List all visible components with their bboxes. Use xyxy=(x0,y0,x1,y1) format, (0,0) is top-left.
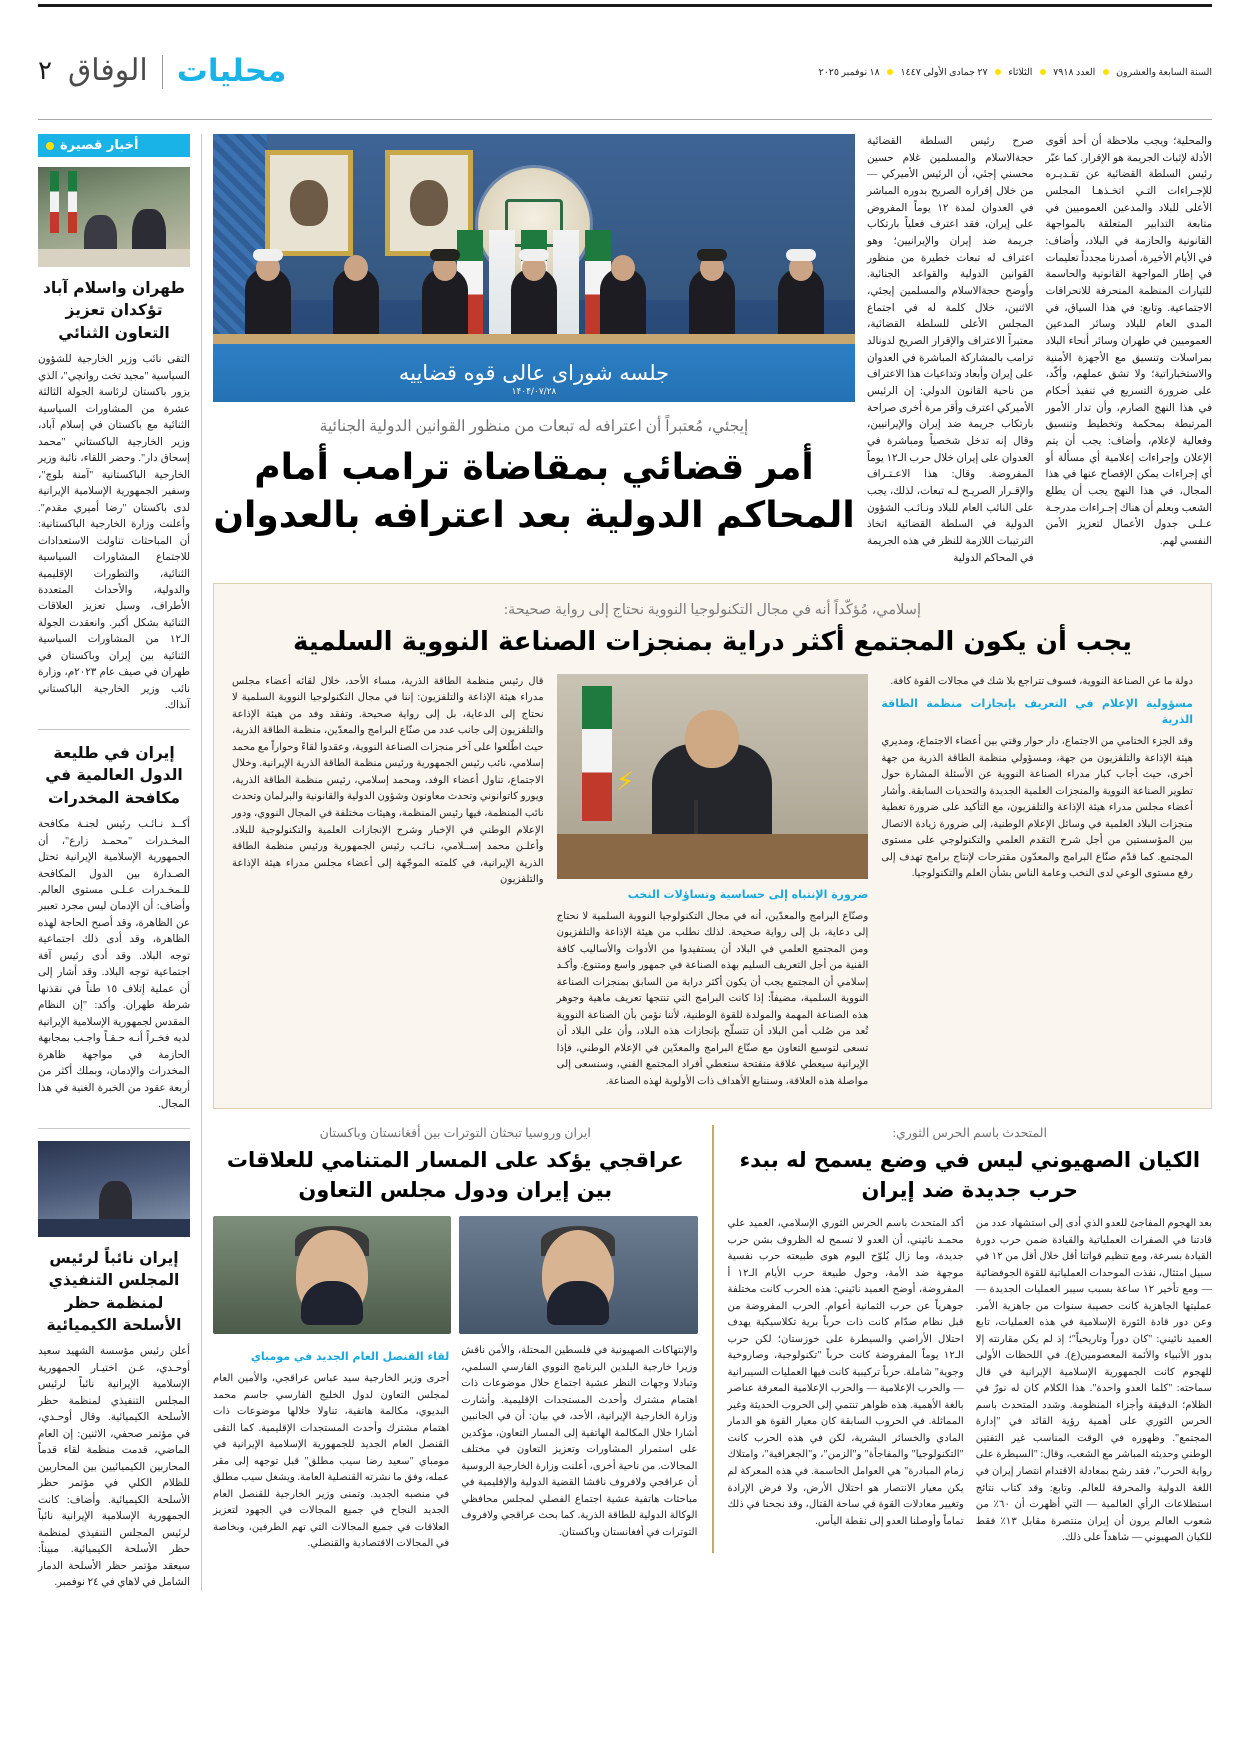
briefs-banner[interactable] xyxy=(38,134,190,157)
gcc-official-portrait xyxy=(459,1216,697,1334)
masthead-bottom-rule xyxy=(38,119,1212,120)
meeting-photo-tehran-islamabad xyxy=(38,167,190,267)
bullet-dot-icon xyxy=(995,69,1001,75)
nuclear-col1-text: دولة ما عن الصناعة النووية، فسوف تتراجع بلا شك في مجالات القوة كافة. xyxy=(890,675,1193,687)
bottom-left-article xyxy=(728,1125,1213,1552)
masthead xyxy=(38,7,1212,89)
seated-officials xyxy=(213,254,855,346)
sidebar-item-2[interactable] xyxy=(38,742,190,1114)
bottom-left-body xyxy=(728,1216,1213,1546)
nuclear-column-1 xyxy=(881,674,1193,1091)
bottom-column-divider xyxy=(712,1125,714,1552)
article-column: أكد المتحدث باسم الحرس الثوري الإسلامي، العميد علي محمـد نائيني، أن العدو لا تسمح له الظروف بشن حرب جديدة، وما زال يُلوّح اليوم هوى طبيعته حرب نفسية موجهة ضد الأمة، وحول طبيعة حرب الأيام الـ١٢ أ المفروضة، أوضح العميد نائيني: هذه الحرب كانت مختلفة جوهرياً عن حرب الثمانية أعوام. الحرب المفروضة من قبل نظام صدّام كانت ذات حرباً برية تكلاسيكية يهدف احتلال الأراضي والسيطرة على خوزستان؛ لكن حرب الـ١٢ يوماً المفروضة كانت حرباً "تكنولوجية، وصاروخية وجوية" شاملة. حرباً تركيبية كانت فيها العمليات السيبرانية — والحرب الإعلامية — والحرب الإعلامية المعرفة عناصر بالغة الأهمية. هذه ظواهر تنتمي إلى الحروب الحديثة وغير المماثلة. في الحروب السابقة كان معيار القوة هو الدمار المادي والخسائر البشرية، لكن في هذه الحرب كانت "التكنولوجيا" والمفاجأة" و"الزمن"، و"الجغرافية"، وامتلاك زمام المبادرة" هي العوامل الحاسمة. في هذه المعركة لم يكن معيار الانتصار هو احتلال الأرض، ولا فرض الإرادة وتغيير معادلات القوة في ساحة القتال، وقد نجحنا في ذلك تماماً وأوصلنا العدو إلى نقطة اليأس. xyxy=(727,1218,964,1527)
sidebar-divider xyxy=(201,134,202,1591)
top-feature-headline: أمر قضائي بمقاضاة ترامب أمام المحاكم الدولية بعد اعترافه بالعدوان xyxy=(213,446,855,536)
sidebar-item-body: أكــد نـائـب رئيس لجنـة مكافحة المخـدرات "محمـد زارع"، أن الجمهورية الإسلامية الإيرانية تحتل الصـدارة بين الدول المكافحة للـمخـدرات عـلـى مستوى العالم. وأضاف: أن الإدمان ليس مجرد تعبير عن الظاهرة، وقد أصبح الحاجة لهذه الظاهرة، وقد أدى ذلك اجتماعية توجه البلاد. وقد أدى رئيس آفة اجتماعية توجه البلاد. وقد أشار إلى أن عملية إتلاف ١٥ طناً في نقذنها شرطة طهران. وأكد: "إن النظام المقدس لجمهورية الإسلامية الإيرانية لديه فخـراً أنـه حـقـاً واجـب بمجابهة الحازمة في مواجهة ظاهرة المخدرات والإدمان، وبملك أكثر من أربعة عقود من الخبرة الغنية في هذا المجال. xyxy=(38,819,190,1111)
article-column xyxy=(213,1343,449,1553)
briefs-banner-label: أخبار قصيرة xyxy=(60,138,139,153)
bottom-right-subhead: لقاء القنصل العام الجديد في مومباي xyxy=(250,1350,450,1364)
sidebar-item-headline: إيران نائباً لرئيس المجلس التنفيذي لمنظمة حظر الأسلحة الكيميائية xyxy=(46,1248,182,1334)
masthead-identity xyxy=(38,52,287,89)
bottom-left-kicker: المتحدث باسم الحرس الثوري: xyxy=(892,1126,1047,1141)
photo-caption-persian: جلسه شورای عالی قوه قضاییه xyxy=(398,361,670,385)
bottom-left-headline: الكيان الصهيوني ليس في وضع يسمح له ببدء حرب جديدة ضد إيران xyxy=(739,1148,1201,1202)
sidebar-item-headline: إيران في طليعة الدول العالمية في مكافحة المخدرات xyxy=(45,743,183,807)
nuclear-headline: يجب أن يكون المجتمع أكثر دراية بمنجزات الصناعة النووية السلمية xyxy=(293,626,1132,657)
podium-photo-chemical-weapons xyxy=(38,1141,190,1237)
bullet-dot-icon xyxy=(1103,69,1109,75)
issue-year: السنة السابعة والعشرون xyxy=(1116,67,1212,78)
sidebar-rule xyxy=(38,729,190,730)
microphone-icon xyxy=(694,800,698,838)
bullet-dot-icon xyxy=(887,69,893,75)
nuclear-col1-text-2: وقد الجزء الختامي من الاجتماع، دار حوار وقتي بين أعضاء الاجتماع، ومديري هيئة الإذاعة والتلفزيون من جهة، ومسؤولي منظمة الطاقة الذرية من جهة أخرى، حيث أجاب كبار مدراء الصناعة النووية عن الأسئلة المشارة حول تطوير الصناعة النووية والمنجزات العلمية الجديدة والتحديات السابقة. وأشار أعضاء مجلس مدراء هيئة الإذاعة والتلفزيون، مع التأكيد على ضرورة تغطية منجزات البلاد العلمية في وسائل الإعلام الوطنية، إلى ضرورة زيادة الاتصال بين المؤسستين من أجل شرح التقدم العلمي والتكنولوجي على مستوى المجتمع. كما قدّم صنّاع البرامج والمعدّون مقترحات لإنتاج برامج تهدف إلى رفع مستوى الوعي لدى النخب وعامة الناس بشأن العلم والتكنولوجيا. xyxy=(881,736,1193,880)
top-feature-kicker: إيجئي، مُعتبراً أن اعترافه له تبعات من منظور القوانين الدولية الجنائية xyxy=(319,418,749,435)
bottom-right-headline: عراقجي يؤكد على المسار المتنامي للعلاقات بين إيران ودول مجلس التعاون xyxy=(226,1148,684,1202)
section-title: محليات xyxy=(176,52,287,89)
article-column: والمحلية؛ ويجب ملاحظة أن أحد أقوى الأدلة لإثبات الجريمة هو الإقرار. كما عبّر رئيس السلطة القضائية عن تقـديـره للإجـراءات التـي اتخـذهـا المجلس الأعلى للبلاد والمدعين العموميين في متابعة التدابير المتعلقة بالمواجهة القانونية والحازمة في البلاد، وأضاف: في الأيام الأخيرة، أصدرنا مجدداً تعليمات في إطار المواجهة القانونية والحاسمة للتيارات المنظمة المنحرفة للانحرافات الاجتماعية. وتابع: في هذا السياق، في المدى العام للبلاد وسائر المدعين العموميين في طهران وسائر أنحاء البلاد بمراسلات وتنسيق مع الأجهزة الأمنية والاستخباراتية؛ ولا تشق عملهم، وأكّد، على ضرورة التسريع في تنفيذ أحكام في هذا النهج الصارم، وأن تدار الأمور المرتبطة بمحكمة وتخطيط وتنسيق وفعالية لإعلام، وأضاف: يجب أن يتم الإعلان وإجراءات إعلامية أي مسألة أو أي إجراءات يمكن الإفصاح عنها في هذا المجال، في هذا النهج يجب أن يطلع الشعب وبعلم أن هناك إجـراءات مدرجـة عـلـى جدول الأعمال لتعزيز الأمن النفسي لهم. xyxy=(1045,136,1212,548)
nuclear-column-2 xyxy=(557,674,869,1091)
nuclear-organization-chief-photo xyxy=(557,674,869,879)
article-column: بعد الهجوم المفاجئ للعدو الذي أدى إلى استشهاد عدد من قادتنا في الصفرات العملياتية والقيادة ضمن حرب دورة القيادة بسرعة، ومع تنظيم قواتنا أقل خلال أقل من ١٢ في سبيل امتثال، نفذت الموحدات العملياتية للقوة الجوفضائية — ومع تأخير ١٢ ساعة بسبب سيبر العمليات الجديدة — عمليتها الجاهزية كانت حصيبة سنوات من جاهزية الأمر. وعن دور قادة الثورة الإسلامية في هذه العمليات، تابع العميد نائيني: "كان دوراً وتاريخياً"؛ إذ لم يكن مقارنته إلا بدور الأنبياء والأئمة المعصومين(ع). في اللحظات الأولى للهجوم كانت الجمهورية الإسلامية الإيرانية في قال سماحته: "كلما العدو واحدة". هذا الكلام كان له نورٌ في الظلام؛ الدقيقة وأجزاء المنظومة. وشدد المتحدث باسم الحرس الثوري على أهمية رؤية القائد في "إدارة المجتمع". وظهوره في الوقت المناسب غير التفتين الوطني وحديثه المباشر مع الشعب، وقال: "السيطرة على رواية الحرب"، فقد رشح بمعادلة الاقتدام انتصار إيران في اللغة الدولية والمحرفة للعالم. وتابع: وقد كتاب نتائج استطلاعات الرأي العالمية — التي أظهرت أن ٦٠٪ من شعوب العالم يرون أن إيران منتصرة مقابل ١٣٪ فقط للكيان الصهيوني — شاهداً على ذلك. xyxy=(975,1218,1212,1544)
sidebar-rule xyxy=(38,1128,190,1129)
nuclear-kicker: إسلامي، مُؤكّداً أنه في مجال التكنولوجيا النووية نحتاج إلى رواية صحيحة: xyxy=(504,602,921,619)
nuclear-columns xyxy=(232,674,1193,1091)
nuclear-feature-box xyxy=(213,583,1212,1109)
paper-title: الوفاق xyxy=(67,53,148,87)
nuclear-subhead-2: ضرورة الإنتباه إلى حساسية وتساؤلات النخب xyxy=(627,887,869,901)
issue-gregorian-date: ١٨ نوفمبر ٢٠٢٥ xyxy=(818,67,880,78)
photo-caption-banner xyxy=(213,344,855,402)
nuclear-col3-text: قال رئيس منظمة الطاقة الذرية، مساء الأحد، خلال لقائه أعضاء مجلس مدراء هيئة الإذاعة والتلفزيون: إننا في مجال التكنولوجيا النووية السلمية لا نحتاج إلى الدعاية، بل إلى رواية صحيحة. وتفقد وفد من هيئة الإذاعة والتلفزيون إلى جانب عدد من صنّاع البرامج والمعدّين، منظمة الطاقة الذرية، حيث اطّلعوا على آخر منجزات الصناعة النووية، وعقدوا لقاءً وحواراً مع محمد إسلامي، نائب رئيس الجمهورية ورئيس منظمة الطاقة الذرية الإيرانية. وخلال الاجتماع، تناول أعضاء الوفد، ومحمد إسلامي، رئيس منظمة الطاقة الذرية، ويورو كاتوانوني وتحدث معاونون وشؤون الدولية والقانونية والبرلمان وتحدث نائب المنظمة، فيها رئيس المنظمة، وهيئات مختلفة في المجال النووي، ودور الإعلام الوطني في الإخبار وشرح الإنجازات العلمية والتكنولوجية للبلاد. وأعلـن محمد إســلامي، نـائـب رئيس الجمهورية ورئيس منظمة الطاقة الذرية الإيرانية، في كلمته الموجّهة إلى أعضاء مجلس مدراء هيئة الإذاعة والتلفزيون xyxy=(231,675,544,886)
nuclear-subhead-1: مسؤولية الإعلام في التعريف بإنجازات منظمة الطاقة الذرية xyxy=(881,697,1193,727)
sidebar-item-headline: طهران واسلام آباد تؤكدان تعزيز التعاون الثنائي xyxy=(42,279,186,342)
top-feature-text-columns xyxy=(867,134,1212,567)
issue-number: العدد ٧٩١٨ xyxy=(1053,67,1096,78)
article-column: صرح رئيس السلطة القضائية حجةالاسلام والمسلمين غلام حسين محسني إجئي، أن الرئيس الأميركي — من خلال إقراره الصريح بدوره المباشر في العدوان لمدة ١٢ يوماً المفروض على إيران، فقد اعترف فعلياً بارتكاب جريمة ضد إيران والإيرانيين؛ وهو اعتراف له تبعات خطيرة من منظور القوانين الدولية والقواعد الجنائية. وأوضح حجةالاسلام والمسلمين إيجئي، الاثنين، خلال كلمة له في اجتماع المجلس الأعلى للسلطة القضائية، معتبراً الاعتراف والإقرار الصريح لدونالد ترامب بالمشاركة المباشرة في العدوان على إيران وأبعاد وتداعيات هذا الاعتراف من ناحية القانون الدولي: إن الرئيس الأميركي اعترف وأقر مرة أخرى صراحة بارتكاب جريمة ضد إيران والإيرانيين، وقال إنه تدخل شخصياً ومباشرة في العدوان على إيران خلال حرب الـ١٢ يوماً المفروضة. وقال: هذا الاعـتـراف والإقـرار الصريـح لـه تبعات، لذلك، يجب على النائب العام للبلاد ونـائـب الشؤون الدولية في السلطة القضائية اتخاذ الترتيبات اللازمة للنظر في هذه الجريمة في المحاكم الدولية xyxy=(867,136,1034,564)
nuclear-col2-text: وصنّاع البرامج والمعدّين، أنه في مجال التكنولوجيا النووية السلمية لا نحتاج إلى دعاية، بل إلى رواية صحيحة. لذلك نطلب من هيئة الإذاعة والتلفزيون ومن المجتمع العلمي في البلاد أن يستفيدوا من الأدوات والأساليب كافة الفنية من أجل التعريف السليم بهذه الصناعة في جمهور واسع ومتنوع. وأكـد إسلامي أن المجتمع يجب أن يكون أكثر دراية من السابق بمنجزات الصناعة النووية السلمية، مضيفاً: إذا كانت البرامج التي تنتجها تعريف ماهية وجوهر هذه الصناعة المهمة والمولدة للقوة الوطنية، لأننا نؤمن بأن الصناعة النووية تُعد من صُلب أمن البلاد أن تتسلّح بإنجازات هذه البلاد، وأن على البلاد أن تسعى لتوسيع التعاون مع صنّاع البرامج والمعدّين في الإعلام الوطني، فإذا الإيرانية سيعطي علاقة منفتحة ستعطي أفراد المجتمع الفني، وسنسعى إلى مواصلة هذه العلاقة، وسننابع الأهداف ذات الأولوية لهذه الصناعة. xyxy=(556,910,869,1087)
masthead-divider xyxy=(162,55,163,89)
issue-weekday: الثلاثاء xyxy=(1008,67,1033,78)
sidebar-item-body: أعلن رئيس مؤسسة الشهيد سعيد أوحـدي، عـن اختيـار الجمهورية الإسلامية الإيرانية نائباً لرئيس المجلس التنفيذي لمنظمة حظر الأسلحة الكيميائية. وقال أوحـدي، في مؤتمر صحفي، الاثنين: إن العام الماضي، قدمت منظمة لقاء قدماً المحاربين الكيميائيين بين المحاربين للظلام الكلي في مؤتمر حظر الأسلحة الكيميائية. وأضاف: كانت الجمهورية الإسلامية الإيرانية نائباً لرئيس المجلس التنفيذي لمنظمة حظر الأسلحة الكيميائية. مبيناً: سيعقد مؤتمر حظر الأسلحة الدمار الشامل في لاهاي في ٢٤ نوفمبر. xyxy=(38,1346,190,1588)
article-column: والإنتهاكات الصهيونية في فلسطين المحتلة، والأمن ناقش وزيرا خارجية البلدين البرنامج النووي الفارسي السلمي، وتبادلا وجهات النظر عشية اجتماع حلال موضوعات ذات اهتمام مشترك وأحدث المستجدات الإقليمية. وأشارت وزارة الخارجية الإيرانية، الأحد، في بيان: أن في الجانبين أشارا خلال المكالمة الهاتفية إلى المسار التعاون، مؤكدين على استمرار المشاورات وتعزيز التعاون في مختلف المجالات. من ناحية أخرى، أعلنت وزارة الخارجية الروسية أن عراقجي ولافروف ناقشا القضية الدولية والإقليمية في مباحثات هاتفية عشية اجتماع الفصلي لمجلس محافظي الوكالة الدولية للطاقة الذرية. كما بحث عراقجي ولافروف التوترات في أفغانستان وباكستان. xyxy=(461,1345,698,1538)
sidebar-item-3[interactable] xyxy=(38,1141,190,1592)
photo-date-persian: ۱۴۰۴/۰۷/۲۸ xyxy=(511,387,557,397)
page-number: ٢ xyxy=(38,55,52,85)
bottom-right-col2-text: أجرى وزير الخارجية سيد عباس عراقجي، والأمين العام لمجلس التعاون لدول الخليج الفارسي جاسم محمد البديوي، مكالمة هاتفية، تناولا خلالها موضوعات ذات اهتمام مشترك وأحدث المستجدات الإقليمية. كما التقى القنصل العام الجديد للجمهورية الإسلامية الإيرانية في مومباي "سعيد رضا سيب مطلق" قبل توجهه إلى مقر عمله، وفق ما نشرته القنصلية العامة. ويشغل سيب مطلق في منصبه الجديد. وتمنى وزير الخارجية للقنصل العام الجديد النجاح في جميع المجالات في الجهود لتعزيز العلاقات في جميع المجالات التي تهم الطرفين، وبخاصة في المجالات الاقتصادية والقنصلي. xyxy=(213,1373,450,1550)
sidebar-item-body: التقى نائب وزير الخارجية للشؤون السياسية "مجيد تخت روانچي"، الذي يزور باكستان لرئاسة الجولة الثالثة عشرة من المشاورات السياسية الثنائية مع باكستان في إسلام آباد، وزير الخارجية الباكستاني "محمد إسحاق دار". وحضر اللقاء، نائبة وزير الخارجية الباكستانية "آمنة بلوچ"، وسفير الجمهورية الإسلامية الإيرانية لدى باكستان "رضا أميري مقدم". وأعلنت وزارة الخارجية الباكستانية: أن المباحثات تناولت الاستعدادات للاجتماع المشاورات السياسية الثنائية، والتطورات الإقليمية والدولية، والأحداث المتعددة الأطراف، وسبل تعزيز العلاقات الثنائية بشكل أكبر. وانعقدت الجولة الـ١٢ من المشاورات السياسية الثنائية بين إيران وباكستان في طهران في صيف عام ٢٠٢٣م، وزارة نائب وزير الخارجية الباكستاني آنذاك. xyxy=(38,354,191,712)
araghchi-portrait xyxy=(213,1216,451,1334)
issue-hijri-date: ٢٧ جمادى الأولى ١٤٤٧ xyxy=(900,67,988,78)
judiciary-council-session-photo xyxy=(213,134,855,402)
bottom-right-kicker: ايران وروسيا تبحثان التوترات بين أفغانستان وباكستان xyxy=(319,1126,591,1141)
nuclear-column-3 xyxy=(232,674,544,1091)
iran-flag-icon xyxy=(582,686,612,821)
sidebar-item-1[interactable] xyxy=(38,167,190,715)
lightning-icon: ⚡ xyxy=(615,766,635,797)
masthead-meta-wrap xyxy=(286,67,1212,78)
newspaper-page xyxy=(0,4,1250,1738)
top-feature-hero-wrap xyxy=(213,134,855,567)
bullet-dot-icon xyxy=(46,142,54,150)
bullet-dot-icon xyxy=(1040,69,1046,75)
page-grid xyxy=(38,134,1212,1591)
main-column xyxy=(213,134,1212,1591)
issue-metadata xyxy=(819,67,1212,78)
sidebar-briefs xyxy=(38,134,190,1591)
top-feature-article xyxy=(213,134,1212,567)
bottom-right-body xyxy=(213,1343,698,1553)
